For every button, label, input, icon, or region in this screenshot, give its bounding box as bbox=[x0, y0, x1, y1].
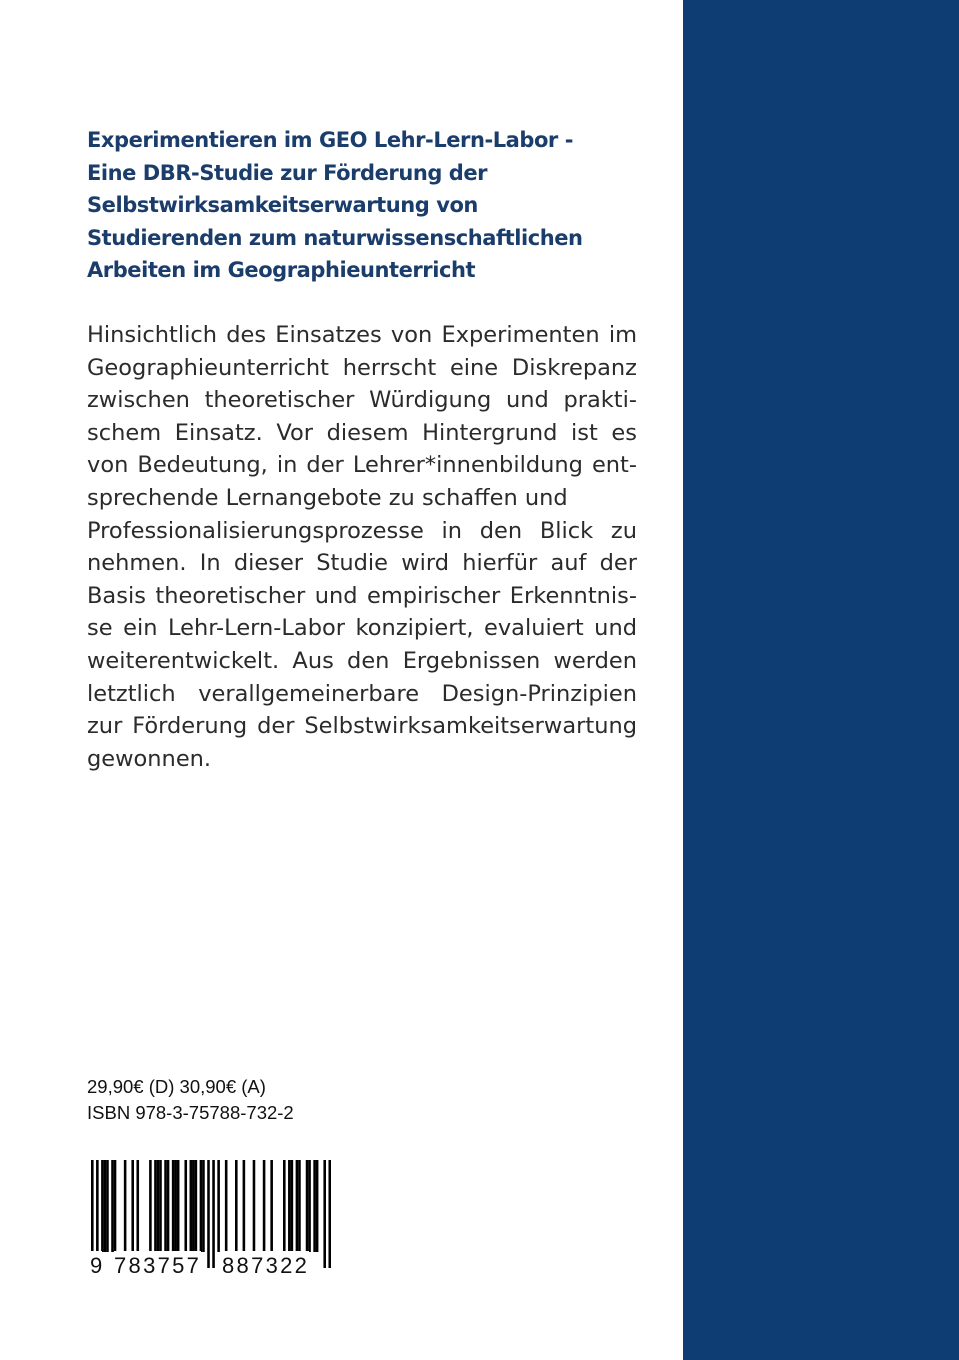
isbn-text: ISBN 978-3-75788-732-2 bbox=[87, 1102, 294, 1123]
blurb-line: gewonnen. bbox=[87, 745, 212, 772]
barcode-bar bbox=[101, 1160, 104, 1252]
barcode-bar bbox=[195, 1160, 198, 1252]
barcode-bar bbox=[296, 1160, 299, 1252]
book-title bbox=[87, 124, 647, 287]
barcode-bar bbox=[184, 1160, 187, 1252]
barcode-bar bbox=[328, 1160, 331, 1268]
barcode-bar bbox=[217, 1160, 220, 1252]
spine-band bbox=[683, 0, 959, 1360]
title-line: Studierenden zum naturwissenschaftlichen bbox=[87, 225, 583, 250]
blurb-line: se ein Lehr-Lern-Labor konzipiert, evaluiert und bbox=[87, 615, 637, 642]
price-text: 29,90€ (D) 30,90€ (A) bbox=[87, 1076, 266, 1097]
blurb-line: Professionalisierungsprozesse in den Blick zu bbox=[87, 517, 637, 544]
barcode-bar bbox=[136, 1160, 139, 1252]
blurb-text bbox=[87, 319, 637, 775]
blurb-line: sprechende Lernangebote zu schaffen und bbox=[87, 484, 568, 511]
barcode-bar bbox=[159, 1160, 162, 1252]
blurb-line: zwischen theoretischer Würdigung und prakti- bbox=[87, 387, 637, 414]
barcode-bar bbox=[111, 1160, 114, 1252]
barcode-bar bbox=[207, 1160, 210, 1268]
barcode-bar bbox=[235, 1160, 238, 1252]
barcode-bar bbox=[200, 1160, 203, 1252]
barcode-bar bbox=[270, 1160, 273, 1252]
barcode-bar bbox=[172, 1160, 175, 1252]
barcode-bar bbox=[283, 1160, 286, 1252]
barcode-bar bbox=[164, 1160, 167, 1252]
barcode-bar bbox=[291, 1160, 294, 1252]
title-line: Experimentieren im GEO Lehr-Lern-Labor - bbox=[87, 128, 573, 152]
barcode-bar bbox=[190, 1160, 193, 1252]
barcode-right-digits: 887322 bbox=[222, 1251, 309, 1281]
blurb-line: zur Förderung der Selbstwirksamkeitserwartung bbox=[87, 713, 637, 740]
blurb-line: Basis theoretischer und empirischer Erkenntnis- bbox=[87, 582, 637, 609]
title-line: Selbstwirksamkeitserwartung von bbox=[87, 193, 478, 218]
barcode-bar bbox=[288, 1160, 291, 1252]
barcode-bar bbox=[316, 1160, 319, 1252]
barcode-bar bbox=[157, 1160, 160, 1252]
barcode-bar bbox=[131, 1160, 134, 1252]
price-block bbox=[87, 1074, 294, 1126]
barcode-bar bbox=[243, 1160, 246, 1252]
barcode-bar bbox=[212, 1160, 215, 1268]
barcode-bar bbox=[174, 1160, 177, 1252]
barcode-bar bbox=[154, 1160, 157, 1252]
barcode-left-digits: 783757 bbox=[114, 1251, 201, 1281]
barcode-lead-digit: 9 bbox=[90, 1251, 102, 1281]
blurb-line: Hinsichtlich des Einsatzes von Experimenten im bbox=[87, 322, 637, 348]
blurb-line: von Bedeutung, in der Lehrer*innenbildung ent- bbox=[87, 452, 637, 479]
title-line: Eine DBR-Studie zur Förderung der bbox=[87, 160, 488, 185]
blurb-line: schem Einsatz. Vor diesem Hintergrund ist es bbox=[87, 419, 637, 446]
barcode-bar bbox=[313, 1160, 316, 1252]
barcode-bar bbox=[106, 1160, 109, 1252]
blurb-line: nehmen. In dieser Studie wird hierfür auf der bbox=[87, 550, 637, 577]
blurb-line: weiterentwickelt. Aus den Ergebnissen werden bbox=[87, 647, 637, 674]
barcode-bar bbox=[149, 1160, 152, 1252]
blurb-line: letztlich verallgemeinerbare Design-Prinzipien bbox=[87, 680, 637, 707]
barcode-bar bbox=[263, 1160, 266, 1252]
barcode-bar bbox=[114, 1160, 117, 1252]
barcode-bar bbox=[306, 1160, 309, 1252]
blurb-line: Geographieunterricht herrscht eine Diskrepanz bbox=[87, 354, 637, 381]
barcode-bar bbox=[308, 1160, 311, 1252]
title-line: Arbeiten im Geographieunterricht bbox=[87, 258, 476, 283]
barcode-bar bbox=[225, 1160, 228, 1252]
barcode-bar bbox=[167, 1160, 170, 1252]
barcode-bar bbox=[124, 1160, 127, 1252]
barcode-bar bbox=[202, 1160, 205, 1252]
barcode-bar bbox=[298, 1160, 301, 1252]
barcode-bar bbox=[177, 1160, 180, 1252]
barcode-bar bbox=[104, 1160, 107, 1252]
barcode-bar bbox=[323, 1160, 326, 1268]
barcode-bar bbox=[253, 1160, 256, 1252]
barcode-bar bbox=[192, 1160, 195, 1252]
